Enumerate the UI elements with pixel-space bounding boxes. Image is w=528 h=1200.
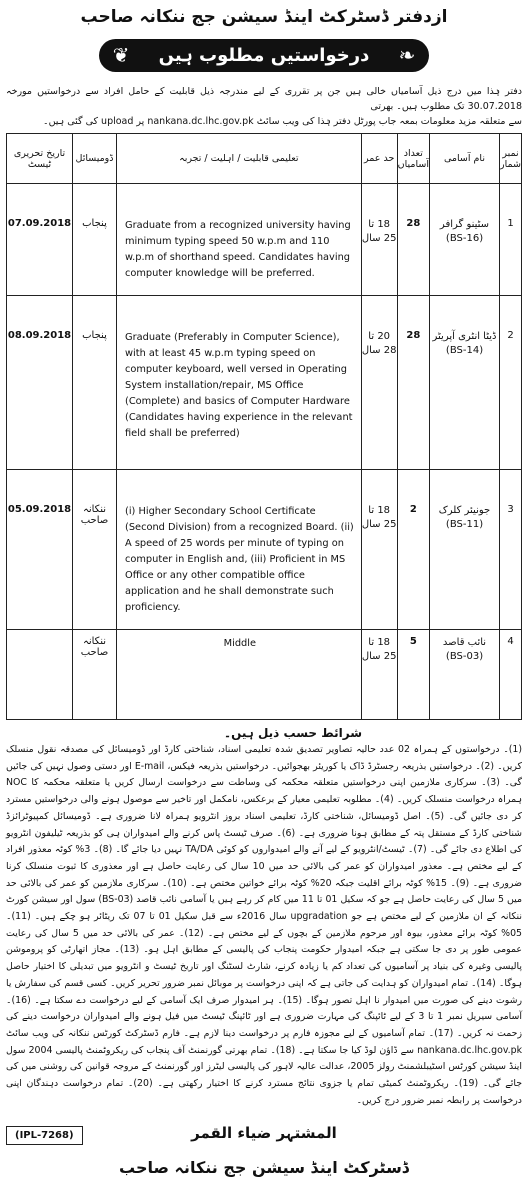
advertiser-name: المشتہر ضیاء القمر	[191, 1124, 337, 1142]
post-name: ڈیٹا انٹری آپریٹر	[432, 331, 497, 342]
post-count: 5	[397, 630, 429, 720]
serial-number: 4	[500, 630, 522, 720]
intro-text	[6, 84, 522, 129]
header-qualification: تعلیمی قابلیت / اہلیت / تجربہ	[117, 134, 362, 184]
test-date: 05.09.2018	[7, 470, 73, 630]
applications-required-banner	[99, 39, 430, 72]
post-scale: (BS-14)	[445, 345, 484, 356]
conditions-title: شرائط حسب ذیل ہیں۔	[224, 726, 362, 740]
post-name-cell	[430, 184, 500, 296]
header-sn: نمبر شمار	[500, 134, 522, 184]
table-header-row	[7, 134, 522, 184]
office-title: ازدفتر ڈسٹرکٹ اینڈ سیشن جج ننکانہ صاحب	[80, 7, 448, 27]
serial-number: 3	[500, 470, 522, 630]
qualification: Graduate (Preferably in Computer Science), with at least 45 w.p.m typing speed on computer keyboard, well versed in Operating System installation/repair, MS Office (Complete) and basics of Computer Hardware (Candidates having experience in the relevant field shall be preferred)	[117, 296, 362, 470]
age-limit: 18 تا 25 سال	[361, 470, 397, 630]
header-post: نام آسامی	[430, 134, 500, 184]
post-name: جونیئر کلرک	[438, 505, 491, 516]
age-limit: 18 تا 25 سال	[361, 630, 397, 720]
post-count: 28	[397, 184, 429, 296]
header-age: حد عمر	[361, 134, 397, 184]
post-scale: (BS-16)	[445, 233, 484, 244]
qualification: Graduate from a recognized university having minimum typing speed 50 w.p.m and 110 w.p.m of shorthand speed. Candidates having computer knowledge will be preferred.	[117, 184, 362, 296]
post-count: 2	[397, 470, 429, 630]
ornament-icon: ❦	[112, 43, 130, 67]
post-name: سٹینو گرافر	[439, 219, 490, 230]
banner-wrap	[6, 32, 522, 78]
qualification: Middle	[117, 630, 362, 720]
header-posts: تعداد آسامیاں	[397, 134, 429, 184]
conditions-text: (1)۔ درخواستوں کے ہمراہ 02 عدد حالیہ تصاویر تصدیق شدہ تعلیمی اسناد، شناختی کارڈ اور ڈومیسائل کی مصدقہ نقول منسلک کریں۔ (2)۔ درخواستیں بذریعہ رجسٹرڈ ڈاک یا کوریئر بھجوائیں۔ درخواستیں بذریعہ فیکس، E-mail اور دستی وصول نہیں کی جائیں گی۔ (3)۔ سرکاری ملازمین اپنی درخواستیں متعلقہ محکمہ کی وساطت سے درخواست ارسال کریں یا متعلقہ محکمہ کا NOC ہمراہ درخواست منسلک کریں۔ (4)۔ مطلوبہ تعلیمی معیار کے برعکس، نامکمل اور تاخیر سے موصول ہونے والی درخواستیں مسترد کر دی جائیں گی۔ (5)۔ اصل ڈومیسائل، شناختی کارڈ، تعلیمی اسناد بروز انٹرویو ہمراہ لانا ضروری ہے۔ ڈومیسائل کمپیوٹرائزڈ شناختی کارڈ کے مستقل پتہ کے مطابق ہونا ضروری ہے۔ (6)۔ صرف ٹیسٹ پاس کرنے والے امیدواران ہی کو بذریعہ ٹیلیفون انٹرویو کی اطلاع دی جائے گی۔ (7)۔ ٹیسٹ/انٹرویو کے لیے آنے والے امیدواروں کو کوئی TA/DA نہیں دیا جائے گا۔ (8)۔ 3% کوٹہ معذور افراد کے لیے مختص ہے۔ معذور امیدواران کو عمر کی بالائی حد میں 10 سال کی رعایت حاصل ہے اور معذوری کا ثبوت منسلک کرنا ضروری ہے۔ (9)۔ 15% کوٹہ برائے اقلیت جبکہ 20% کوٹہ برائے خواتین مختص ہے۔ (10)۔ سرکاری ملازمین کو عمر کی بالائی حد میں 5 سال کی رعایت حاصل ہے جو کہ سکیل 01 تا 11 میں کام کر رہے ہیں یا آسامی نائب قاصد (BS-03) سول اور سیشن کورٹ ننکانہ کے ان ملازمین کے لیے مختص ہے جو upgradation سال 2016ء سے قبل سکیل 01 تا 07 تک ریٹائر ہو چکے ہیں۔ (11)۔ 05% کوٹہ برائے معذور، بیوہ اور مرحوم ملازمین کے بچوں کے لیے مختص ہے۔ (12)۔ عمر کی بالائی حد میں 5 سال کی رعایت عمومی طور پر دی جا سکتی ہے جبکہ امیدوار حکومت پنجاب کی پالیسی کے مطابق اہل ہو۔ (13)۔ مجاز اتھارٹی کو پروموشن پالیسی وغیرہ کی بنیاد پر آسامیوں کی تعداد کم یا زیادہ کرنے، شارٹ لسٹنگ اور تاریخ ٹیسٹ و انٹرویو میں تبدیلی کا اختیار حاصل ہوگا۔ (14)۔ تمام امیدواران کو ہدایت کی جاتی ہے کہ اپنی درخواست پر موبائل نمبر ضرور تحریر کریں۔ کسی قسم کی سفارش یا رشوت دینے کی صورت میں امیدوار نا اہل تصور ہوگا۔ (15)۔ ہر امیدوار صرف ایک آسامی کے لیے درخواست دے سکتا ہے۔ (16)۔ آسامی سیریل نمبر 1 تا 3 کے لیے ٹائپنگ کی مہارت ضروری ہے اور ٹائپنگ ٹیسٹ میں فیل ہونے والے امیدواران درخواست دینے کی زحمت نہ کریں۔ (17)۔ تمام آسامیوں کے لیے مجوزہ فارم پر درخواست دینا لازم ہے۔ فارم ڈسٹرکٹ کورٹس ننکانہ کی ویب سائٹ nankana.dc.lhc.gov.pk سے ڈاؤن لوڈ کیا جا سکتا ہے۔ (18)۔ تمام بھرتی گورنمنٹ آف پنجاب کی ریکروٹمنٹ پالیسی 2004 سول اینڈ سیشن کورٹس اسٹیبلشمنٹ رولز 2005، عدالت عالیہ لاہور کی پالیسی لیٹرز اور گورنمنٹ کے مروجہ قوانین کی روشنی میں کی جائے گی۔ (19)۔ ریکروٹمنٹ کمیٹی تمام یا جزوی نتائج مسترد کرنے کا اختیار رکھتی ہے۔ (20)۔ تمام درخواست دہندگان اپنی درخواست پر رابطہ نمبر ضرور درج کریں۔	[6, 744, 523, 1106]
post-scale: (BS-11)	[445, 519, 484, 530]
post-name: نائب قاصد	[442, 637, 487, 648]
age-limit: 20 تا 28 سال	[361, 296, 397, 470]
table-row	[7, 184, 522, 296]
age-limit: 18 تا 25 سال	[361, 184, 397, 296]
serial-number: 1	[500, 184, 522, 296]
domicile: پنجاب	[73, 296, 117, 470]
post-count: 28	[397, 296, 429, 470]
test-date: 08.09.2018	[7, 296, 73, 470]
intro-line-1: دفتر ہٰذا میں درج ذیل آسامیاں خالی ہیں جن پر تقرری کے لیے مندرجہ ذیل قابلیت کے حامل افراد سے درخواستیں مورخہ 30.07.2018 تک مطلوب ہیں۔ بھرتی	[6, 86, 522, 112]
post-scale: (BS-03)	[445, 651, 484, 662]
domicile: ننکانہ صاحب	[73, 630, 117, 720]
qualification: (i) Higher Secondary School Certificate (Second Division) from a recognized Board. (ii) A speed of 25 words per minute of typing on computer in English and, (iii) Proficient in MS Office or any other compatible office application and he shall demonstrate such proficiency.	[117, 470, 362, 630]
serial-number: 2	[500, 296, 522, 470]
post-name-cell	[430, 296, 500, 470]
vacancies-table	[6, 133, 522, 720]
domicile: ننکانہ صاحب	[73, 470, 117, 630]
header-date: تاریخ تحریری ٹیسٹ	[7, 134, 73, 184]
table-row	[7, 296, 522, 470]
advertiser-office: ڈسٹرکٹ اینڈ سیشن جج ننکانہ صاحب	[119, 1158, 409, 1177]
post-name-cell	[430, 630, 500, 720]
post-name-cell	[430, 470, 500, 630]
header-domicile: ڈومیسائل	[73, 134, 117, 184]
test-date: 07.09.2018	[7, 184, 73, 296]
ipl-number: (IPL-7268)	[6, 1126, 83, 1145]
intro-line-2: سے متعلقہ مزید معلومات بمعہ جاب پورٹل دفتر ہٰذا کی ویب سائٹ nankana.dc.lhc.gov.pk پر upload کی گئی ہیں۔	[43, 116, 522, 127]
test-date	[7, 630, 73, 720]
ornament-icon: ❧	[398, 43, 416, 67]
table-row	[7, 470, 522, 630]
domicile: پنجاب	[73, 184, 117, 296]
table-row	[7, 630, 522, 720]
banner-text: درخواستیں مطلوب ہیں	[158, 44, 370, 66]
footer	[6, 1118, 522, 1198]
